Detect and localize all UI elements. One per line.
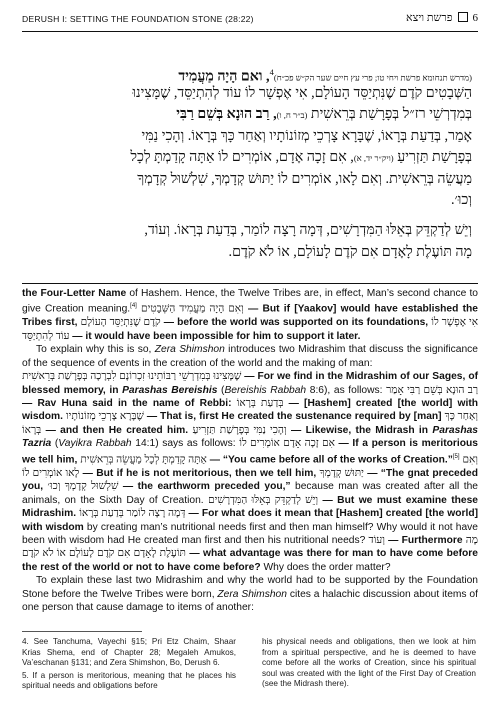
hebrew-quote: וְאִם הָיָה מַעֲמִיד הַשְּׁבָטִים [141, 303, 244, 315]
commentary-text: — [Hashem] created [the world] with wisdom. [22, 398, 478, 423]
running-head-title: DERUSH I: SETTING THE FOUNDATION STONE (28:22) [22, 14, 254, 24]
commentary-text: cites a halachic discussion about items of one person that cause damage to items of another: [22, 588, 478, 614]
commentary-text: Parashas Tazria [22, 424, 478, 450]
hebrew-line-4: אָמַר, בְּדַעַת בְּרָאוֹ, שֶׁבָּרָא צָרְכֵי מְזוֹנוֹתָיו וְאַחַר כָּךְ בְּרָאוֹ. וְהָכִי נַמִּי [141, 128, 472, 144]
square-ornament-icon [458, 12, 468, 22]
footnotes-right-column [262, 637, 476, 692]
hebrew-line-6: מַעֲשֵׂה בְּרֵאשִׁית. וְאִם לָאו, אוֹמְרִים לוֹ יַתּוּשׁ קְדָמְךָ, שִׁלְשׁוּל קְדָמְךָ [137, 171, 472, 187]
hebrew-quote: בְּדַעַת בְּרָאוֹ [236, 398, 284, 410]
hebrew-text: בְּמִדְרְשֵׁי רז״ל בְּפָרָשַׁת בְּרֵאשִׁית [310, 106, 472, 122]
source-reference: (מדרש תנחומא פרשת ויחי טו; פרי עץ חיים שער הק״ש פכ״ח) [273, 72, 472, 83]
commentary-text: — Rav Huna said in the name of Rebbi: [22, 398, 237, 410]
footnote-divider [22, 631, 142, 632]
hebrew-line-2: הַשְּׁבָטִים קֹדֶם שֶׁנִּתְיַסֵּד הָעוֹלָם, אִי אֶפְשָׁר לוֹ עוֹד לְהִתְיַסֵּד, שֶׁמָּצִינוּ [132, 85, 472, 101]
page-number: 6 [472, 12, 478, 24]
commentary-text: — the earthworm preceded you,” [118, 481, 291, 493]
commentary-text: 14:1) says as follows: [131, 438, 240, 450]
hebrew-quote: שֶׁמָּצִינוּ בְּמִדְרְשֵׁי רַבּוֹתֵינוּ זִכְרוֹנָם לִבְרָכָה בְּפָרָשַׁת בְּרֵאשִׁית [22, 371, 242, 383]
hebrew-quote: וְאִם לָאו אוֹמְרִים לוֹ [22, 454, 478, 479]
hebrew-quote: שִׁלְשׁוּל קְדָמְךָ וְכוּ׳ [47, 481, 119, 493]
commentary-paragraph [22, 287, 478, 343]
hebrew-quote: וְיֵשׁ לְדַקְדֵּק בְּאֵלּוּ הַמִּדְרָשִׁים [208, 494, 319, 506]
commentary-text: — it would have been impossible for him to support it later. [69, 330, 361, 342]
footnote-marker: 4 [269, 67, 274, 77]
hebrew-text: , ואם הָיָה מַעֲמִיד [178, 68, 270, 85]
hebrew-quote: אִי אֶפְשָׁר לוֹ עוֹד לְהִתְיַסֵּד [22, 317, 479, 342]
hebrew-quote: אַתָּה קָדַמְתָּ לְכָל מַעֲשֵׂה בְּרֵאשִׁית [80, 454, 207, 466]
parsha-name: פרשת ויצא [406, 12, 453, 24]
commentary-text: — what advantage was there for man to have come before the rest of the world or not to have come before? [22, 548, 478, 573]
source-reference: (ב״ר ח, ו) [276, 110, 308, 120]
hebrew-quote: וְהָכִי נַמִּי בְּפָרָשַׁת תַּזְרִיעַ [192, 424, 287, 436]
hebrew-text: , רַב הוּנָא בְּשֵׁם רַבִּי [176, 106, 277, 122]
commentary-text: by creating man’s nutritional needs first and then man himself? Why would it not have been with wisdom had He created man first and then his nutritional needs? [22, 521, 478, 546]
commentary-text: Zera Shimshon [217, 588, 287, 600]
hebrew-quote: יַתּוּשׁ קְדָמְךָ [319, 467, 364, 479]
commentary-text: — For what does it mean that [Hashem] created [the world] with wisdom [22, 508, 479, 533]
commentary-text: — “The gnat preceded you, [22, 467, 478, 493]
commentary-text: — Likewise, the Midrash in [286, 424, 433, 436]
hebrew-text: בְּפָרָשַׁת תַּזְרִיעַ [397, 149, 472, 165]
hebrew-quote: וְעוֹד [368, 534, 385, 546]
footnote-marker: [5] [452, 453, 460, 460]
hebrew-line-7: וְכוּ׳. [450, 192, 472, 208]
commentary-paragraph [22, 343, 478, 370]
hebrew-quote: וְאַחַר כָּךְ בְּרָאוֹ [22, 411, 478, 436]
footnote-5-continued: his physical needs and obligations, then we look at him from a spiritual perspective, and he is deemed to have come before all the works of Creation, since his spiritual soul was created with the light of the First Day of Creation (see the Midrash there). [262, 637, 476, 688]
commentary-text: — If a person is meritorious we tell him, [22, 438, 478, 466]
commentary-text: — and then He created him. [41, 424, 193, 436]
hebrew-quote: רַב הוּנָא בְּשֵׁם רַבִּי אָמַר [386, 384, 478, 396]
commentary-text: 8:6), as follows: [306, 384, 387, 396]
hebrew-quote: קֹדֶם שֶׁנִּתְיַסֵּד הָעוֹלָם [80, 317, 161, 329]
commentary-text: — before the world was supported on its foundations, [160, 317, 432, 329]
commentary-paragraph [22, 370, 478, 574]
commentary-text: introduces two Midrashim that discuss the significance of the sequence of events in the creation of the world and the making of man: [22, 344, 478, 369]
commentary-text: To explain why this is so, [36, 344, 155, 356]
footnote-5-start: 5. If a person is meritorious, meaning that he places his spiritual needs and obligations before [22, 670, 236, 690]
header-divider [22, 31, 478, 32]
commentary-text: ( [51, 438, 59, 450]
footnote-marker: [4] [130, 303, 137, 310]
source-reference: (ויק״ר יד, א) [353, 153, 394, 163]
commentary-text: — But we must examine these Midrashim. [22, 494, 478, 520]
commentary-text: Vayikra Rabbah [58, 438, 132, 450]
hebrew-quote: אִם זָכָה אָדָם אוֹמְרִים לוֹ [239, 438, 335, 450]
section-divider [22, 283, 478, 284]
hebrew-line-3 [28, 104, 472, 126]
footnote-4: 4. See Tanchuma, Vayechi §15; Pri Etz Chaim, Shaar Krias Shema, end of Chapter 28; Megaleh Amukos, Va’eschanan §131; and Zera Shimshon, Bo, Derush 6. [22, 637, 236, 667]
commentary-text: — For we find in the Midrashim of our Sages, of blessed memory, in [22, 371, 478, 396]
hebrew-quote: דְּמָה רָצָה לוֹמַר בְּדַעַת בְּרָאוֹ [79, 508, 186, 520]
commentary-paragraph [22, 574, 478, 614]
commentary-text: — That is, first He created the sustenance required by [man] [143, 411, 445, 423]
hebrew-line-8: וְיֵשׁ לְדַקְדֵּק בְּאֵלּוּ הַמִּדְרָשִׁים, דְּמָה רָצָה לוֹמַר, בְּדַעַת בְּרָאוֹ. וְעוֹד, [144, 222, 472, 238]
commentary-text: — But if he is not meritorious, then we tell him, [79, 467, 320, 479]
commentary-text: Bereishis Rabbah [224, 384, 307, 396]
english-commentary [22, 287, 478, 615]
commentary-text: ( [217, 384, 225, 396]
running-head-right [406, 12, 478, 24]
hebrew-quote: מָה תּוֹעֶלֶת לָאָדָם אִם קֹדֶם לָעוֹלָם אוֹ לֹא קֹדֶם [22, 534, 478, 560]
running-header [22, 12, 478, 30]
commentary-text: — Furthermore [384, 534, 466, 546]
hebrew-quote: שֶׁבָּרָא צָרְכֵי מְזוֹנוֹתָיו [66, 411, 144, 423]
commentary-text: the Four-Letter Name [22, 288, 127, 299]
hebrew-line-9: מָה תּוֹעֶלֶת לָאָדָם אִם קֹדֶם לָעוֹלָם, אוֹ לֹא קֹדֶם. [228, 244, 472, 260]
commentary-text: To explain these last two Midrashim and why the world had to be supported by the Foundation Stone before the Twelve Tribes were born, [22, 575, 478, 600]
hebrew-line-5 [28, 147, 472, 169]
commentary-text: Why does the order matter? [260, 561, 391, 573]
commentary-text: because man was created after all the animals, on the Sixth Day of Creation. [22, 481, 478, 506]
commentary-text: — “You came before all of the works of Creation.” [206, 454, 453, 466]
commentary-text: Parashas Bereishis [122, 384, 218, 396]
hebrew-text: , אִם זָכָה אָדָם, אוֹמְרִים לוֹ אַתָּה קָדַמְתָּ לְכָל [130, 149, 354, 165]
commentary-text: Zera Shimshon [154, 344, 225, 356]
commentary-text: — But if [Yaakov] would have established the Tribes first, [22, 303, 478, 329]
commentary-text: of Hashem. Hence, the Twelve Tribes are, in effect, Man’s second chance to give Creation meaning. [22, 288, 478, 315]
footnotes-left-column [22, 637, 236, 694]
